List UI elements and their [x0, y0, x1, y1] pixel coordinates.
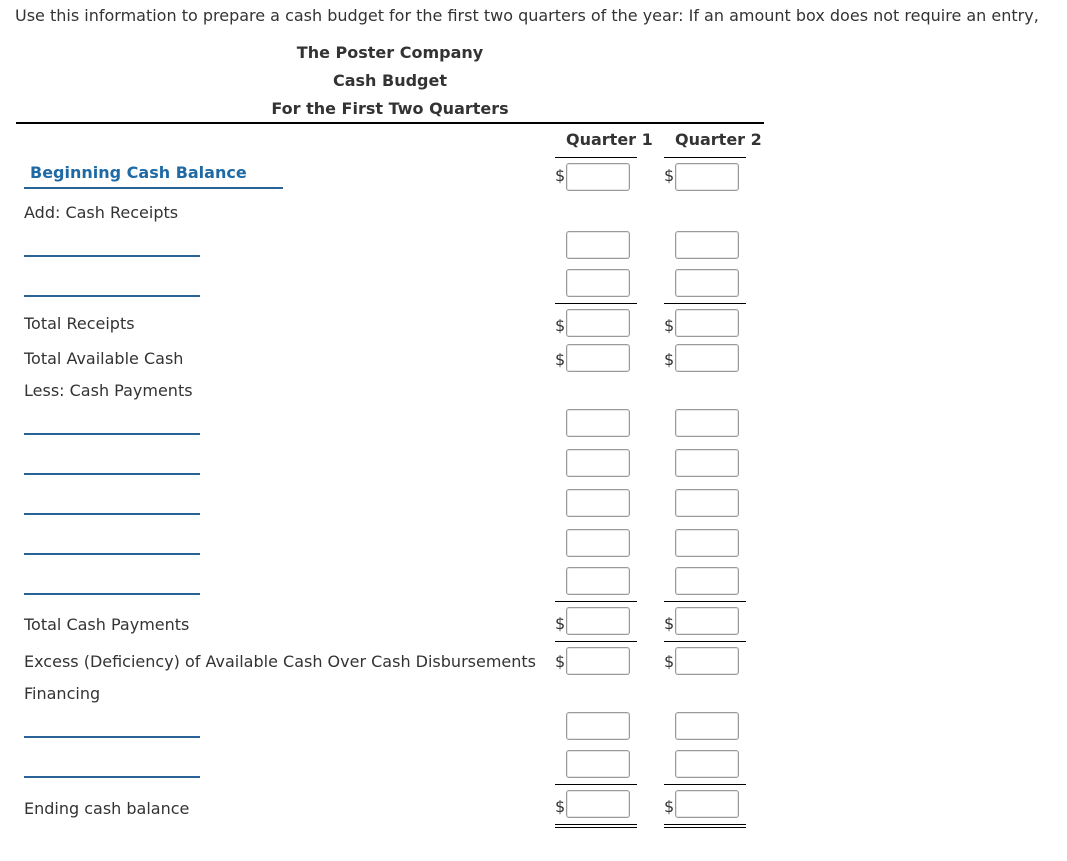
subtotal-rule [555, 601, 637, 602]
double-rule [664, 824, 746, 825]
total-available-q2-input[interactable] [675, 344, 739, 372]
subtotal-rule [664, 784, 746, 785]
add-receipts-label: Add: Cash Receipts [24, 203, 179, 222]
statement-title: Cash Budget [332, 71, 447, 90]
dollar-sign: $ [555, 350, 566, 369]
payment-4-q1-input[interactable] [566, 529, 630, 557]
dollar-sign: $ [555, 614, 566, 633]
receipt-1-q1-input[interactable] [566, 231, 630, 259]
subtotal-rule [664, 641, 746, 642]
dollar-sign: $ [664, 652, 675, 671]
payment-item-2-select[interactable] [24, 453, 200, 475]
payment-1-q1-input[interactable] [566, 409, 630, 437]
payment-1-q2-input[interactable] [675, 409, 739, 437]
payment-5-q2-input[interactable] [675, 567, 739, 595]
column-rule [664, 157, 746, 158]
beginning-q2-input[interactable] [675, 163, 739, 191]
payment-item-1-select[interactable] [24, 413, 200, 435]
dollar-sign: $ [664, 350, 675, 369]
receipt-item-1-select[interactable] [24, 235, 200, 257]
payment-5-q1-input[interactable] [566, 567, 630, 595]
total-available-label: Total Available Cash [24, 349, 184, 368]
payment-item-3-select[interactable] [24, 493, 200, 515]
receipt-1-q2-input[interactable] [675, 231, 739, 259]
excess-label: Excess (Deficiency) of Available Cash Over Cash Disbursements [24, 652, 536, 671]
total-payments-label: Total Cash Payments [24, 615, 190, 634]
total-payments-q2-input[interactable] [675, 607, 739, 635]
receipt-2-q2-input[interactable] [675, 269, 739, 297]
dollar-sign: $ [555, 316, 566, 335]
payment-item-4-select[interactable] [24, 533, 200, 555]
dollar-sign: $ [555, 166, 566, 185]
payment-3-q2-input[interactable] [675, 489, 739, 517]
subtotal-rule [664, 303, 746, 304]
total-receipts-label: Total Receipts [24, 314, 135, 333]
column-rule [555, 157, 637, 158]
ending-q1-input[interactable] [566, 790, 630, 818]
dollar-sign: $ [664, 316, 675, 335]
financing-item-1-select[interactable] [24, 716, 200, 738]
column-header-quarter-2: Quarter 2 [675, 130, 762, 149]
less-payments-label: Less: Cash Payments [24, 381, 193, 400]
total-receipts-q2-input[interactable] [675, 309, 739, 337]
column-header-quarter-1: Quarter 1 [566, 130, 653, 149]
excess-q2-input[interactable] [675, 647, 739, 675]
subtotal-rule [555, 784, 637, 785]
ending-q2-input[interactable] [675, 790, 739, 818]
subtotal-rule [555, 641, 637, 642]
total-receipts-q1-input[interactable] [566, 309, 630, 337]
header-rule [16, 122, 764, 124]
dollar-sign: $ [664, 797, 675, 816]
double-rule [555, 827, 637, 828]
beginning-cash-balance-select[interactable] [24, 160, 283, 189]
payment-4-q2-input[interactable] [675, 529, 739, 557]
excess-q1-input[interactable] [566, 647, 630, 675]
dollar-sign: $ [664, 614, 675, 633]
double-rule [664, 827, 746, 828]
company-name: The Poster Company [296, 43, 484, 62]
dollar-sign: $ [555, 797, 566, 816]
beginning-q1-input[interactable] [566, 163, 630, 191]
receipt-2-q1-input[interactable] [566, 269, 630, 297]
ending-balance-label: Ending cash balance [24, 799, 190, 818]
total-payments-q1-input[interactable] [566, 607, 630, 635]
payment-3-q1-input[interactable] [566, 489, 630, 517]
payment-2-q1-input[interactable] [566, 449, 630, 477]
dollar-sign: $ [664, 166, 675, 185]
financing-2-q1-input[interactable] [566, 750, 630, 778]
financing-1-q2-input[interactable] [675, 712, 739, 740]
financing-item-2-select[interactable] [24, 756, 200, 778]
payment-2-q2-input[interactable] [675, 449, 739, 477]
subtotal-rule [664, 601, 746, 602]
payment-item-5-select[interactable] [24, 573, 200, 595]
subtotal-rule [555, 303, 637, 304]
beginning-cash-balance-label: Beginning Cash Balance [30, 163, 247, 182]
instruction-text: Use this information to prepare a cash budget for the first two quarters of the year: If an amount box does not require an entry, [15, 6, 1039, 25]
receipt-item-2-select[interactable] [24, 275, 200, 297]
financing-1-q1-input[interactable] [566, 712, 630, 740]
double-rule [555, 824, 637, 825]
financing-2-q2-input[interactable] [675, 750, 739, 778]
total-available-q1-input[interactable] [566, 344, 630, 372]
dollar-sign: $ [555, 652, 566, 671]
period-title: For the First Two Quarters [271, 99, 509, 118]
financing-label: Financing [24, 684, 101, 703]
